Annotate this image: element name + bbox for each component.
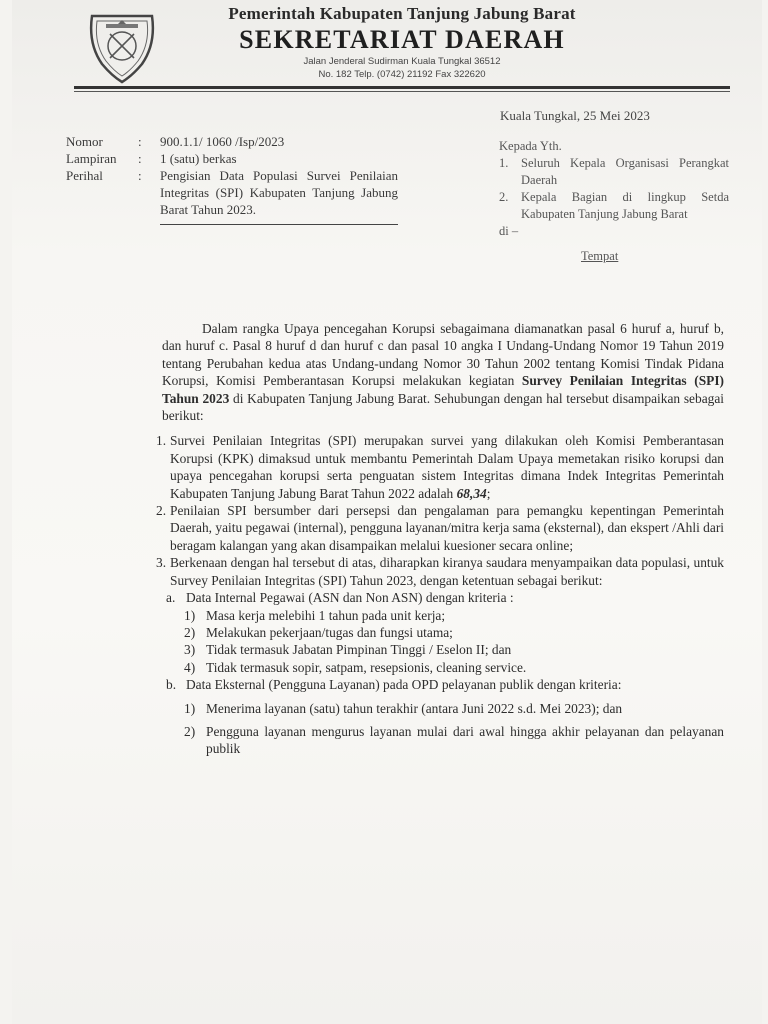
criteria-b-item: 2) Pengguna layanan mengurus layanan mulai dari awal hingga akhir pelayanan dan pelayanan publik xyxy=(184,723,724,757)
recipient-block xyxy=(499,138,729,265)
kepada-label: Kepada Yth. xyxy=(499,139,562,153)
recipient-tempat: Tempat xyxy=(581,249,619,263)
recipient-di: di – xyxy=(499,224,519,238)
point-2: 2. Penilaian SPI bersumber dari persepsi dan pengalaman para pemangku kepentingan Pemerintah Daerah, yaitu pegawai (internal), pengguna layanan/mitra kerja sama (eksternal), dan ekspert /Ahli dari beragam kalangan yang akan disampaikan melalui kuesioner secara online; xyxy=(156,503,724,553)
office-address: Jalan Jenderal Sudirman Kuala Tungkal 36512 xyxy=(303,56,501,67)
criteria-a-item: 3) Tidak termasuk Jabatan Pimpinan Tinggi / Eselon II; dan xyxy=(184,642,512,658)
intro-paragraph: Dalam rangka Upaya pencegahan Korupsi sebagaimana diamanatkan pasal 6 huruf a, huruf b, dan huruf c. Pasal 8 huruf d dan huruf c dan pasal 10 angka I Undang-Undang Nomor 19 Tahun 2019 tentang Perubahan kedua atas Undang-undang Nomor 30 Tahun 2002 tentang Komisi Tindak Pidana Korupsi, Komisi Pemberantasan Korupsi melakukan kegiatan Survey Penilaian Integritas (SPI) Tahun 2023 di Kabupaten Tanjung Jabung Barat. Sehubungan dengan hal tersebut disampaikan sebagai berikut: xyxy=(162,321,724,424)
criteria-a: a. Data Internal Pegawai (ASN dan Non ASN) dengan kriteria : xyxy=(166,590,514,606)
meta-nomor xyxy=(66,133,422,150)
meta-perihal xyxy=(66,167,422,218)
letter-date: Kuala Tungkal, 25 Mei 2023 xyxy=(500,108,650,123)
government-name: Pemerintah Kabupaten Tanjung Jabung Barat xyxy=(228,4,576,23)
criteria-a-item: 1) Masa kerja melebihi 1 tahun pada unit kerja; xyxy=(184,607,446,623)
perihal-label: Perihal xyxy=(66,168,103,183)
office-name: SEKRETARIAT DAERAH xyxy=(239,25,565,54)
colon: : xyxy=(138,134,142,149)
colon: : xyxy=(138,151,142,166)
letter-body xyxy=(156,320,724,758)
survey-name: Survey Penilaian Integritas (SPI) Tahun 2023 xyxy=(162,373,724,406)
lampiran-label: Lampiran xyxy=(66,151,117,166)
meta-lampiran xyxy=(66,150,422,167)
office-contact: No. 182 Telp. (0742) 21192 Fax 322620 xyxy=(318,69,486,80)
regency-crest-icon xyxy=(82,4,162,84)
criteria-b-item: 1) Menerima layanan (satu) tahun terakhir (antara Juni 2022 s.d. Mei 2023); dan xyxy=(184,700,623,716)
letterhead-divider-thin xyxy=(74,91,730,92)
criteria-a-item: 2) Melakukan pekerjaan/tugas dan fungsi utama; xyxy=(184,624,453,640)
recipient-item: 2. Kepala Bagian di lingkup Setda Kabupaten Tanjung Jabung Barat xyxy=(499,190,729,221)
lampiran-value: 1 (satu) berkas xyxy=(160,151,237,166)
perihal-value: Pengisian Data Populasi Survei Penilaian Integritas (SPI) Kabupaten Tanjung Jabung Barat Tahun 2023. xyxy=(160,168,398,217)
letter-page xyxy=(12,0,762,1024)
integrity-index-value: 68,34 xyxy=(456,485,487,501)
nomor-value: 900.1.1/ 1060 /Isp/2023 xyxy=(160,134,285,149)
point-1: 1. Survei Penilaian Integritas (SPI) merupakan survei yang dilakukan oleh Komisi Pemberantasan Korupsi (KPK) dimaksud untuk membantu Pemerintah Dalam Upaya memetakan risiko korupsi dan upaya pencegahan korupsi serta penguatan sistem Integritas dimana Indek Integritas Pemerintah Kabupaten Tanjung Jabung Barat Tahun 2022 adalah 68,34; xyxy=(156,433,724,501)
nomor-label: Nomor xyxy=(66,134,103,149)
letterhead-divider xyxy=(74,86,730,89)
perihal-underline xyxy=(160,224,398,225)
criteria-b: b. Data Eksternal (Pengguna Layanan) pada OPD pelayanan publik dengan kriteria: xyxy=(166,677,622,693)
recipient-item: 1. Seluruh Kepala Organisasi Perangkat Daerah xyxy=(499,156,729,187)
point-3: 3. Berkenaan dengan hal tersebut di atas, diharapkan kiranya saudara menyampaikan data populasi, untuk Survey Penilaian Integritas (SPI) Tahun 2023, dengan ketentuan sebagai berikut: xyxy=(156,555,724,588)
colon: : xyxy=(138,168,142,183)
point-list xyxy=(156,432,724,757)
criteria-a-item: 4) Tidak termasuk sopir, satpam, resepsionis, cleaning service. xyxy=(184,659,527,675)
letter-meta xyxy=(66,133,422,218)
